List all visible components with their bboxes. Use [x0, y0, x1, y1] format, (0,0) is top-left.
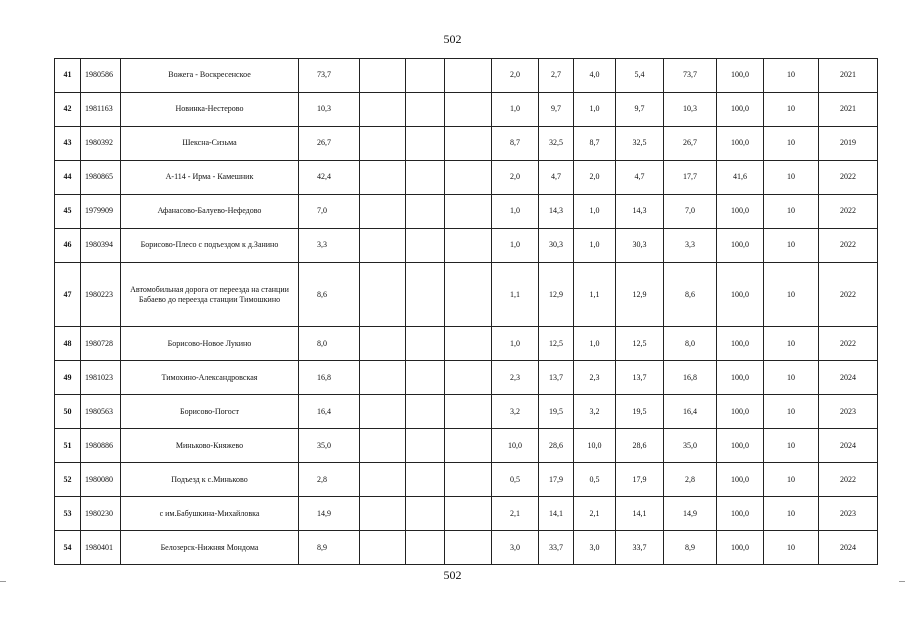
value-d: 4,7	[616, 160, 664, 194]
value-a: 1,0	[492, 228, 539, 262]
table-row	[55, 361, 878, 395]
road-code: 1980563	[81, 395, 121, 429]
empty-cell	[406, 160, 445, 194]
row-number: 51	[55, 429, 81, 463]
value-f: 100,0	[717, 228, 764, 262]
row-number: 54	[55, 531, 81, 565]
target-year: 2022	[819, 228, 878, 262]
table-row	[55, 262, 878, 327]
value-d: 12,9	[616, 262, 664, 327]
value-e: 7,0	[664, 194, 717, 228]
empty-cell	[406, 429, 445, 463]
value-d: 33,7	[616, 531, 664, 565]
empty-cell	[406, 463, 445, 497]
value-g: 10	[764, 429, 819, 463]
empty-cell	[360, 59, 406, 93]
road-length: 8,9	[299, 531, 360, 565]
row-number: 52	[55, 463, 81, 497]
row-number: 41	[55, 59, 81, 93]
value-a: 3,2	[492, 395, 539, 429]
value-g: 10	[764, 395, 819, 429]
empty-cell	[445, 194, 492, 228]
road-name: Автомобильная дорога от переезда на станции Бабаево до переезда станции Тимошкино	[121, 262, 299, 327]
road-name: Борисово-Погост	[121, 395, 299, 429]
value-a: 2,0	[492, 160, 539, 194]
row-number: 45	[55, 194, 81, 228]
road-code: 1981163	[81, 92, 121, 126]
empty-cell	[445, 262, 492, 327]
empty-cell	[445, 160, 492, 194]
road-length: 16,4	[299, 395, 360, 429]
empty-cell	[406, 395, 445, 429]
table-row	[55, 59, 878, 93]
empty-cell	[406, 59, 445, 93]
value-f: 100,0	[717, 497, 764, 531]
empty-cell	[360, 228, 406, 262]
value-g: 10	[764, 531, 819, 565]
empty-cell	[360, 92, 406, 126]
empty-cell	[445, 395, 492, 429]
empty-cell	[445, 361, 492, 395]
value-e: 8,6	[664, 262, 717, 327]
value-a: 2,0	[492, 59, 539, 93]
value-c: 3,2	[574, 395, 616, 429]
road-name: Подъезд к с.Миньково	[121, 463, 299, 497]
table-row	[55, 531, 878, 565]
table-row	[55, 463, 878, 497]
empty-cell	[406, 126, 445, 160]
table-row	[55, 395, 878, 429]
value-d: 13,7	[616, 361, 664, 395]
road-name: А-114 - Ирма - Камешник	[121, 160, 299, 194]
road-length: 7,0	[299, 194, 360, 228]
value-e: 17,7	[664, 160, 717, 194]
road-length: 16,8	[299, 361, 360, 395]
road-name: Миньково-Княжево	[121, 429, 299, 463]
road-code: 1980865	[81, 160, 121, 194]
value-g: 10	[764, 463, 819, 497]
road-code: 1979909	[81, 194, 121, 228]
value-e: 8,9	[664, 531, 717, 565]
road-length: 10,3	[299, 92, 360, 126]
value-f: 100,0	[717, 262, 764, 327]
value-b: 33,7	[539, 531, 574, 565]
value-c: 3,0	[574, 531, 616, 565]
road-length: 73,7	[299, 59, 360, 93]
empty-cell	[445, 327, 492, 361]
table-row	[55, 92, 878, 126]
value-d: 9,7	[616, 92, 664, 126]
target-year: 2024	[819, 531, 878, 565]
value-b: 12,5	[539, 327, 574, 361]
value-f: 41,6	[717, 160, 764, 194]
empty-cell	[445, 463, 492, 497]
row-number: 48	[55, 327, 81, 361]
empty-cell	[360, 395, 406, 429]
road-name: Белозерск-Нижняя Мондома	[121, 531, 299, 565]
row-number: 50	[55, 395, 81, 429]
value-e: 10,3	[664, 92, 717, 126]
table-row	[55, 497, 878, 531]
row-number: 42	[55, 92, 81, 126]
table-body	[55, 59, 878, 565]
road-code: 1980886	[81, 429, 121, 463]
row-number: 43	[55, 126, 81, 160]
value-b: 32,5	[539, 126, 574, 160]
value-f: 100,0	[717, 92, 764, 126]
road-length: 35,0	[299, 429, 360, 463]
value-e: 2,8	[664, 463, 717, 497]
road-name: Борисово-Новое Лукино	[121, 327, 299, 361]
value-e: 14,9	[664, 497, 717, 531]
value-c: 10,0	[574, 429, 616, 463]
target-year: 2022	[819, 194, 878, 228]
empty-cell	[360, 361, 406, 395]
target-year: 2022	[819, 262, 878, 327]
empty-cell	[360, 194, 406, 228]
road-name: с им.Бабушкина-Михайловка	[121, 497, 299, 531]
road-name: Шексна-Сизьма	[121, 126, 299, 160]
road-name: Вожега - Воскресенское	[121, 59, 299, 93]
value-c: 0,5	[574, 463, 616, 497]
empty-cell	[360, 531, 406, 565]
value-d: 30,3	[616, 228, 664, 262]
target-year: 2022	[819, 160, 878, 194]
row-number: 49	[55, 361, 81, 395]
roads-table	[54, 58, 878, 565]
empty-cell	[360, 327, 406, 361]
road-length: 8,0	[299, 327, 360, 361]
value-g: 10	[764, 194, 819, 228]
value-e: 73,7	[664, 59, 717, 93]
empty-cell	[360, 463, 406, 497]
value-f: 100,0	[717, 59, 764, 93]
empty-cell	[406, 361, 445, 395]
value-a: 2,3	[492, 361, 539, 395]
row-number: 44	[55, 160, 81, 194]
value-a: 2,1	[492, 497, 539, 531]
row-number: 47	[55, 262, 81, 327]
target-year: 2024	[819, 429, 878, 463]
empty-cell	[360, 126, 406, 160]
left-edge-mark	[0, 581, 6, 582]
road-code: 1980401	[81, 531, 121, 565]
value-g: 10	[764, 59, 819, 93]
target-year: 2022	[819, 327, 878, 361]
value-g: 10	[764, 361, 819, 395]
road-length: 8,6	[299, 262, 360, 327]
value-d: 28,6	[616, 429, 664, 463]
empty-cell	[445, 531, 492, 565]
value-e: 3,3	[664, 228, 717, 262]
value-g: 10	[764, 228, 819, 262]
target-year: 2023	[819, 395, 878, 429]
value-g: 10	[764, 497, 819, 531]
value-c: 2,1	[574, 497, 616, 531]
value-e: 16,4	[664, 395, 717, 429]
road-code: 1980728	[81, 327, 121, 361]
value-d: 5,4	[616, 59, 664, 93]
value-d: 14,1	[616, 497, 664, 531]
empty-cell	[360, 262, 406, 327]
target-year: 2021	[819, 92, 878, 126]
page-number-top: 502	[443, 32, 462, 46]
empty-cell	[406, 194, 445, 228]
road-code: 1980080	[81, 463, 121, 497]
value-f: 100,0	[717, 327, 764, 361]
value-g: 10	[764, 126, 819, 160]
table-row	[55, 429, 878, 463]
value-f: 100,0	[717, 361, 764, 395]
empty-cell	[406, 327, 445, 361]
value-b: 30,3	[539, 228, 574, 262]
target-year: 2023	[819, 497, 878, 531]
road-name: Афанасово-Балуево-Нефедово	[121, 194, 299, 228]
empty-cell	[406, 228, 445, 262]
row-number: 46	[55, 228, 81, 262]
empty-cell	[445, 59, 492, 93]
road-code: 1980394	[81, 228, 121, 262]
value-b: 14,3	[539, 194, 574, 228]
road-length: 26,7	[299, 126, 360, 160]
value-b: 12,9	[539, 262, 574, 327]
value-c: 1,0	[574, 327, 616, 361]
value-e: 35,0	[664, 429, 717, 463]
empty-cell	[360, 160, 406, 194]
value-a: 1,0	[492, 92, 539, 126]
value-b: 17,9	[539, 463, 574, 497]
value-b: 2,7	[539, 59, 574, 93]
empty-cell	[360, 497, 406, 531]
value-f: 100,0	[717, 126, 764, 160]
value-f: 100,0	[717, 463, 764, 497]
table-row	[55, 327, 878, 361]
empty-cell	[445, 228, 492, 262]
empty-cell	[445, 92, 492, 126]
empty-cell	[445, 497, 492, 531]
empty-cell	[360, 429, 406, 463]
road-length: 2,8	[299, 463, 360, 497]
road-code: 1980223	[81, 262, 121, 327]
value-c: 2,3	[574, 361, 616, 395]
road-name: Тимохино-Александровская	[121, 361, 299, 395]
value-c: 1,0	[574, 92, 616, 126]
value-a: 10,0	[492, 429, 539, 463]
value-e: 16,8	[664, 361, 717, 395]
empty-cell	[406, 531, 445, 565]
value-g: 10	[764, 327, 819, 361]
value-e: 26,7	[664, 126, 717, 160]
road-code: 1980230	[81, 497, 121, 531]
target-year: 2021	[819, 59, 878, 93]
value-c: 8,7	[574, 126, 616, 160]
value-d: 14,3	[616, 194, 664, 228]
empty-cell	[445, 429, 492, 463]
table-row	[55, 160, 878, 194]
value-c: 1,0	[574, 228, 616, 262]
value-c: 1,0	[574, 194, 616, 228]
value-a: 1,0	[492, 327, 539, 361]
table-row	[55, 228, 878, 262]
value-d: 17,9	[616, 463, 664, 497]
road-length: 42,4	[299, 160, 360, 194]
value-b: 9,7	[539, 92, 574, 126]
value-d: 32,5	[616, 126, 664, 160]
value-c: 1,1	[574, 262, 616, 327]
value-b: 19,5	[539, 395, 574, 429]
value-a: 0,5	[492, 463, 539, 497]
page-number-bottom: 502	[443, 568, 462, 582]
value-f: 100,0	[717, 429, 764, 463]
road-name: Новинка-Нестерово	[121, 92, 299, 126]
value-e: 8,0	[664, 327, 717, 361]
empty-cell	[406, 262, 445, 327]
target-year: 2019	[819, 126, 878, 160]
value-b: 13,7	[539, 361, 574, 395]
value-g: 10	[764, 262, 819, 327]
value-f: 100,0	[717, 194, 764, 228]
value-c: 2,0	[574, 160, 616, 194]
value-c: 4,0	[574, 59, 616, 93]
value-a: 3,0	[492, 531, 539, 565]
target-year: 2022	[819, 463, 878, 497]
table-row	[55, 194, 878, 228]
value-a: 1,0	[492, 194, 539, 228]
road-length: 14,9	[299, 497, 360, 531]
value-f: 100,0	[717, 531, 764, 565]
value-g: 10	[764, 92, 819, 126]
value-d: 19,5	[616, 395, 664, 429]
value-g: 10	[764, 160, 819, 194]
value-b: 14,1	[539, 497, 574, 531]
table-row	[55, 126, 878, 160]
empty-cell	[406, 92, 445, 126]
road-name: Борисово-Плесо с подъездом к д.Занино	[121, 228, 299, 262]
value-b: 4,7	[539, 160, 574, 194]
road-code: 1980586	[81, 59, 121, 93]
target-year: 2024	[819, 361, 878, 395]
road-length: 3,3	[299, 228, 360, 262]
empty-cell	[445, 126, 492, 160]
value-d: 12,5	[616, 327, 664, 361]
right-edge-mark	[899, 581, 905, 582]
empty-cell	[406, 497, 445, 531]
road-code: 1980392	[81, 126, 121, 160]
value-b: 28,6	[539, 429, 574, 463]
road-code: 1981023	[81, 361, 121, 395]
value-a: 8,7	[492, 126, 539, 160]
value-a: 1,1	[492, 262, 539, 327]
value-f: 100,0	[717, 395, 764, 429]
row-number: 53	[55, 497, 81, 531]
